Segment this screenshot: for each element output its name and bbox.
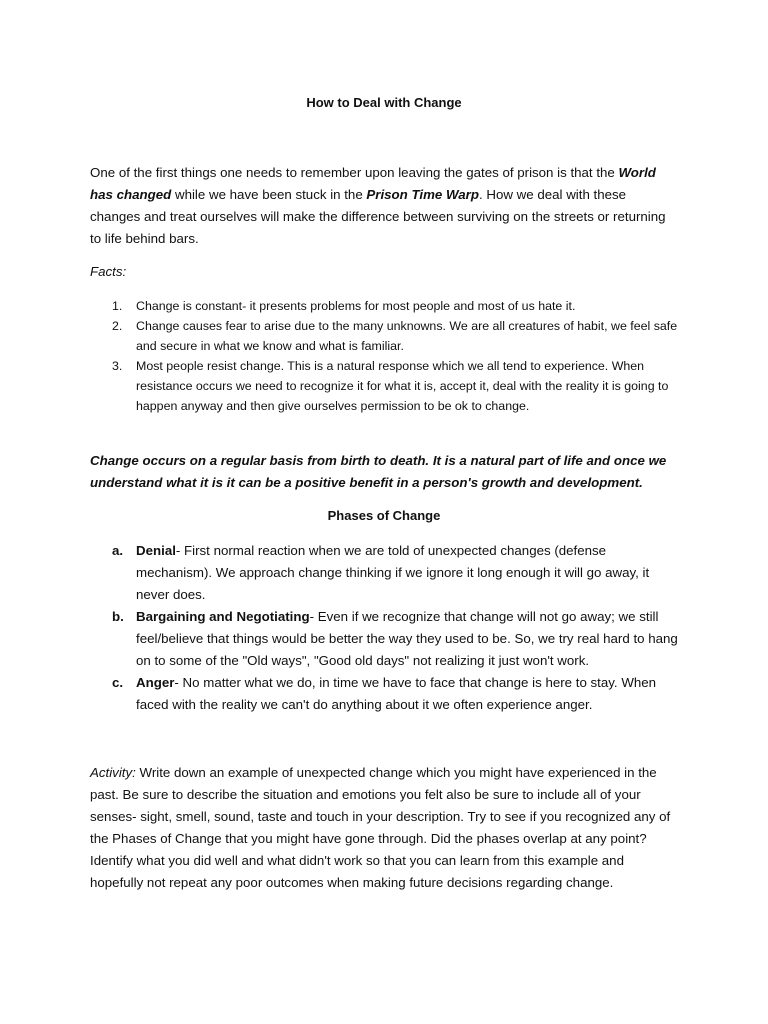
phase-description: - Even if we recognize that change will not go away; we still feel/believe that things would be better the way they used to be. So, we try real hard to hang on to some of the "Old ways", "Good old days" not realizing it just won't work.	[136, 609, 678, 668]
fact-text: Most people resist change. This is a natural response which we all tend to experience. When resistance occurs we need to recognize it for what it is, accept it, deal with the reality it is going to happen anyway and then give ourselves permission to be ok to change.	[136, 359, 669, 413]
facts-list-item	[90, 316, 680, 356]
summary-paragraph: Change occurs on a regular basis from birth to death. It is a natural part of life and once we understand what it is it can be a positive benefit in a person's growth and development.	[90, 453, 667, 490]
facts-list-item	[90, 356, 680, 416]
activity-text: Write down an example of unexpected change which you might have experienced in the past. Be sure to describe the situation and emotions you felt also be sure to include all of your senses- sight, smell, sound, taste and touch in your description. Try to see if you recognized any of the Phases of Change that you might have gone through. Did the phases overlap at any point? Identify what you did well and what didn't work so that you can learn from this example and hopefully not repeat any poor outcomes when making future decisions regarding change.	[90, 765, 671, 890]
activity-label: Activity:	[90, 765, 136, 780]
facts-list-item	[90, 296, 680, 316]
fact-number: 1.	[112, 299, 123, 313]
intro-text-1: One of the first things one needs to remember upon leaving the gates of prison is that the	[90, 165, 619, 180]
phase-list-item	[90, 672, 682, 716]
phase-letter: b.	[112, 609, 124, 624]
fact-text: Change is constant- it presents problems for most people and most of us hate it.	[136, 299, 576, 313]
phase-term: Denial	[136, 543, 176, 558]
phase-description: - No matter what we do, in time we have to face that change is here to stay. When faced with the reality we can't do anything about it we often experience anger.	[136, 675, 657, 712]
intro-text-3: . How we deal with these changes and treat ourselves will make the difference between surviving on the streets or returning to life behind bars.	[90, 187, 666, 246]
phase-term: Anger	[136, 675, 175, 690]
phase-list-item	[90, 606, 682, 672]
fact-number: 3.	[112, 359, 123, 373]
facts-list	[90, 296, 680, 416]
document-title: How to Deal with Change	[306, 95, 462, 110]
fact-text: Change causes fear to arise due to the many unknowns. We are all creatures of habit, we feel safe and secure in what we know and what is familiar.	[136, 319, 678, 353]
phases-list	[90, 540, 682, 716]
fact-number: 2.	[112, 319, 123, 333]
activity-paragraph	[90, 762, 680, 894]
phase-term: Bargaining and Negotiating	[136, 609, 310, 624]
phase-list-item	[90, 540, 682, 606]
phases-heading: Phases of Change	[327, 508, 441, 523]
intro-text-2: while we have been stuck in the	[171, 187, 367, 202]
phase-letter: c.	[112, 675, 124, 690]
intro-emphasis-prison-time-warp: Prison Time Warp	[366, 187, 479, 202]
intro-paragraph	[90, 162, 680, 250]
phase-letter: a.	[112, 543, 124, 558]
intro-emphasis-world-changed: World has changed	[90, 165, 656, 202]
facts-heading: Facts:	[90, 264, 127, 279]
phase-description: - First normal reaction when we are told of unexpected changes (defense mechanism). We approach change thinking if we ignore it long enough it will go away, it never does.	[136, 543, 650, 602]
